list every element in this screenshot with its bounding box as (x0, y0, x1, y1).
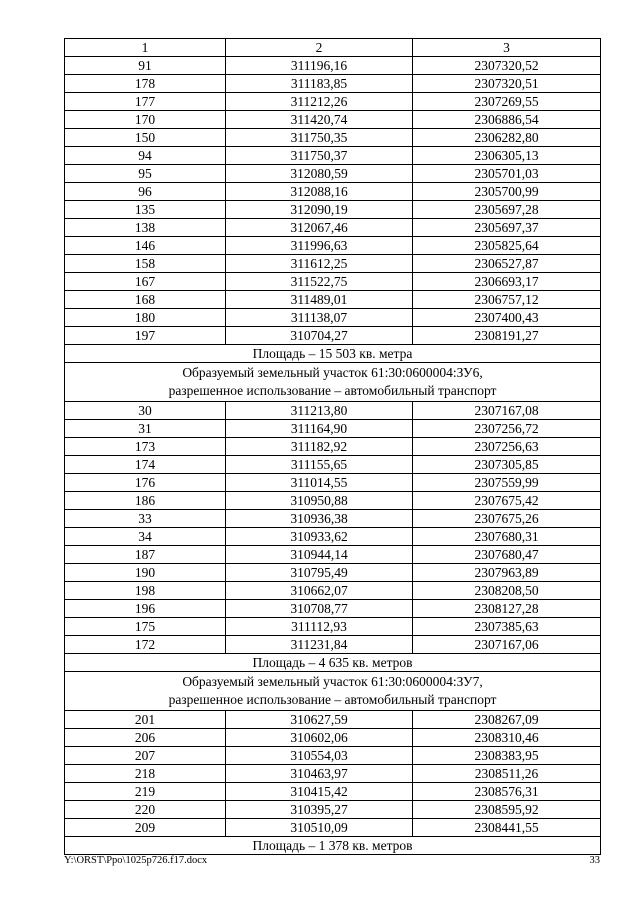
point-number: 219 (65, 783, 226, 801)
point-number: 174 (65, 456, 226, 474)
point-number: 207 (65, 747, 226, 765)
coordinate-x: 311183,85 (226, 75, 413, 93)
point-number: 172 (65, 636, 226, 654)
table-row (65, 402, 601, 420)
table-row (65, 783, 601, 801)
area-row (65, 654, 601, 672)
coordinate-y: 2307963,89 (413, 564, 601, 582)
point-number: 96 (65, 183, 226, 201)
area-note: Площадь – 1 378 кв. метров (65, 837, 601, 855)
column-header: 3 (413, 39, 601, 57)
table-row (65, 456, 601, 474)
point-number: 180 (65, 309, 226, 327)
column-header: 2 (226, 39, 413, 57)
section-header-line: Образуемый земельный участок 61:30:0600004:ЗУ7, (182, 674, 483, 689)
table-row (65, 618, 601, 636)
coordinate-y: 2307167,08 (413, 402, 601, 420)
point-number: 158 (65, 255, 226, 273)
coordinate-y: 2308191,27 (413, 327, 601, 345)
table-row (65, 600, 601, 618)
coordinate-y: 2308310,46 (413, 729, 601, 747)
coordinate-x: 311522,75 (226, 273, 413, 291)
column-header-row (65, 39, 601, 57)
coordinate-y: 2305700,99 (413, 183, 601, 201)
coordinate-y: 2306527,87 (413, 255, 601, 273)
coordinate-x: 312080,59 (226, 165, 413, 183)
coordinate-x: 310627,59 (226, 711, 413, 729)
point-number: 198 (65, 582, 226, 600)
point-number: 206 (65, 729, 226, 747)
point-number: 33 (65, 510, 226, 528)
coordinate-y: 2305697,28 (413, 201, 601, 219)
point-number: 95 (65, 165, 226, 183)
table-row (65, 747, 601, 765)
coordinate-x: 311212,26 (226, 93, 413, 111)
column-header: 1 (65, 39, 226, 57)
coordinate-x: 312067,46 (226, 219, 413, 237)
coordinate-y: 2307256,72 (413, 420, 601, 438)
table-row (65, 291, 601, 309)
table-row (65, 255, 601, 273)
coordinate-x: 311750,37 (226, 147, 413, 165)
point-number: 91 (65, 57, 226, 75)
coordinate-x: 311612,25 (226, 255, 413, 273)
point-number: 176 (65, 474, 226, 492)
coordinate-y: 2307680,31 (413, 528, 601, 546)
coordinate-x: 311182,92 (226, 438, 413, 456)
coordinate-x: 310510,09 (226, 819, 413, 837)
coordinate-x: 310395,27 (226, 801, 413, 819)
point-number: 196 (65, 600, 226, 618)
table-row (65, 129, 601, 147)
coordinate-y: 2305701,03 (413, 165, 601, 183)
table-row (65, 438, 601, 456)
table-row (65, 237, 601, 255)
table-row (65, 147, 601, 165)
coordinates-table (64, 38, 601, 855)
table-row (65, 183, 601, 201)
coordinate-x: 310554,03 (226, 747, 413, 765)
coordinate-x: 310936,38 (226, 510, 413, 528)
coordinate-y: 2307400,43 (413, 309, 601, 327)
coordinate-x: 311420,74 (226, 111, 413, 129)
point-number: 150 (65, 129, 226, 147)
coordinate-x: 311231,84 (226, 636, 413, 654)
table-row (65, 819, 601, 837)
coordinate-y: 2305825,64 (413, 237, 601, 255)
coordinate-y: 2307305,85 (413, 456, 601, 474)
coordinate-y: 2307320,51 (413, 75, 601, 93)
section-header-line: разрешенное использование – автомобильный транспорт (168, 383, 497, 398)
point-number: 30 (65, 402, 226, 420)
coordinate-y: 2308383,95 (413, 747, 601, 765)
point-number: 178 (65, 75, 226, 93)
coordinate-x: 310602,06 (226, 729, 413, 747)
table-row (65, 93, 601, 111)
coordinate-y: 2307256,63 (413, 438, 601, 456)
table-row (65, 273, 601, 291)
coordinate-y: 2307320,52 (413, 57, 601, 75)
coordinate-y: 2307680,47 (413, 546, 601, 564)
point-number: 186 (65, 492, 226, 510)
point-number: 170 (65, 111, 226, 129)
point-number: 34 (65, 528, 226, 546)
page-number: 33 (589, 855, 600, 866)
point-number: 220 (65, 801, 226, 819)
area-row (65, 837, 601, 855)
coordinate-y: 2307167,06 (413, 636, 601, 654)
coordinate-y: 2305697,37 (413, 219, 601, 237)
point-number: 197 (65, 327, 226, 345)
point-number: 173 (65, 438, 226, 456)
coordinate-y: 2306757,12 (413, 291, 601, 309)
document-path: Y:\ORST\Ppo\1025p726.f17.docx (64, 855, 208, 866)
table-row (65, 492, 601, 510)
table-row (65, 111, 601, 129)
coordinate-x: 311996,63 (226, 237, 413, 255)
coordinate-x: 310662,07 (226, 582, 413, 600)
table-row (65, 729, 601, 747)
table-row (65, 711, 601, 729)
table-row (65, 765, 601, 783)
point-number: 218 (65, 765, 226, 783)
coordinate-y: 2308267,09 (413, 711, 601, 729)
coordinate-x: 310415,42 (226, 783, 413, 801)
coordinate-x: 311138,07 (226, 309, 413, 327)
coordinate-x: 310708,77 (226, 600, 413, 618)
point-number: 209 (65, 819, 226, 837)
coordinate-y: 2308576,31 (413, 783, 601, 801)
section-header (65, 672, 601, 711)
point-number: 201 (65, 711, 226, 729)
point-number: 177 (65, 93, 226, 111)
point-number: 167 (65, 273, 226, 291)
coordinate-y: 2307675,26 (413, 510, 601, 528)
area-note: Площадь – 4 635 кв. метров (65, 654, 601, 672)
coordinate-x: 312090,19 (226, 201, 413, 219)
table-row (65, 564, 601, 582)
section-header-row (65, 672, 601, 711)
table-row (65, 309, 601, 327)
coordinate-x: 311155,65 (226, 456, 413, 474)
section-header (65, 363, 601, 402)
table-row (65, 165, 601, 183)
table-row (65, 327, 601, 345)
coordinate-y: 2308441,55 (413, 819, 601, 837)
coordinate-x: 311489,01 (226, 291, 413, 309)
coordinate-x: 311213,80 (226, 402, 413, 420)
coordinate-y: 2308127,28 (413, 600, 601, 618)
coordinate-y: 2306282,80 (413, 129, 601, 147)
point-number: 138 (65, 219, 226, 237)
coordinate-y: 2307385,63 (413, 618, 601, 636)
table-row (65, 75, 601, 93)
coordinate-y: 2307269,55 (413, 93, 601, 111)
table-row (65, 528, 601, 546)
coordinate-y: 2308208,50 (413, 582, 601, 600)
section-header-line: Образуемый земельный участок 61:30:0600004:ЗУ6, (182, 365, 483, 380)
coordinate-y: 2308595,92 (413, 801, 601, 819)
area-note: Площадь – 15 503 кв. метра (65, 345, 601, 363)
coordinate-x: 310463,97 (226, 765, 413, 783)
point-number: 146 (65, 237, 226, 255)
section-header-row (65, 363, 601, 402)
point-number: 135 (65, 201, 226, 219)
table-row (65, 582, 601, 600)
coordinate-y: 2306305,13 (413, 147, 601, 165)
point-number: 175 (65, 618, 226, 636)
coordinate-x: 310795,49 (226, 564, 413, 582)
point-number: 31 (65, 420, 226, 438)
coordinate-x: 310944,14 (226, 546, 413, 564)
coordinate-y: 2306693,17 (413, 273, 601, 291)
coordinate-x: 310933,62 (226, 528, 413, 546)
point-number: 187 (65, 546, 226, 564)
coordinate-y: 2307675,42 (413, 492, 601, 510)
coordinate-x: 310950,88 (226, 492, 413, 510)
coordinate-x: 311196,16 (226, 57, 413, 75)
table-row (65, 546, 601, 564)
area-row (65, 345, 601, 363)
point-number: 190 (65, 564, 226, 582)
coordinate-x: 312088,16 (226, 183, 413, 201)
table-row (65, 57, 601, 75)
table-row (65, 801, 601, 819)
section-header-line: разрешенное использование – автомобильный транспорт (168, 692, 497, 707)
table-row (65, 201, 601, 219)
coordinate-x: 310704,27 (226, 327, 413, 345)
table-row (65, 474, 601, 492)
table-row (65, 510, 601, 528)
coordinate-x: 311750,35 (226, 129, 413, 147)
coordinate-x: 311014,55 (226, 474, 413, 492)
coordinate-x: 311164,90 (226, 420, 413, 438)
table-row (65, 636, 601, 654)
coordinate-y: 2306886,54 (413, 111, 601, 129)
coordinate-y: 2308511,26 (413, 765, 601, 783)
point-number: 168 (65, 291, 226, 309)
point-number: 94 (65, 147, 226, 165)
coordinate-y: 2307559,99 (413, 474, 601, 492)
table-row (65, 219, 601, 237)
table-row (65, 420, 601, 438)
coordinate-x: 311112,93 (226, 618, 413, 636)
